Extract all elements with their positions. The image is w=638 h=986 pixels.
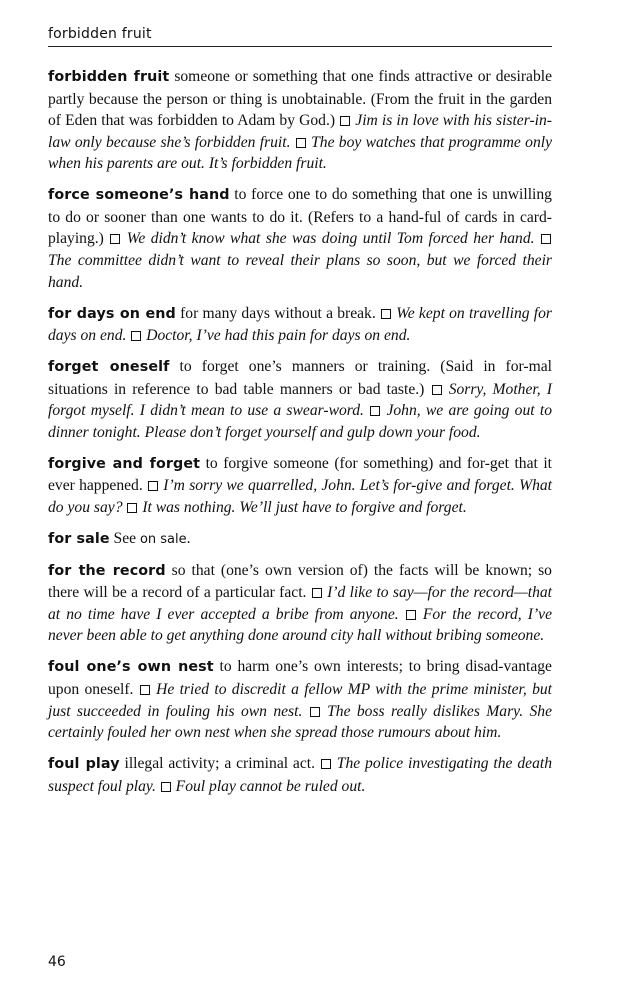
box-icon (381, 309, 391, 319)
definition: illegal activity; a criminal act. (119, 755, 320, 772)
example: Jim is in love with his sister-in-law only because she’s forbidden fruit. (48, 112, 552, 151)
box-icon (161, 782, 171, 792)
box-icon (312, 588, 322, 598)
headword: for days on end (48, 305, 176, 322)
example: It was nothing. We’ll just have to forgive and forget. (142, 498, 467, 516)
headword: foul play (48, 756, 120, 772)
example: The police investigating the death suspect foul play. (48, 755, 552, 795)
definition: someone or something that one finds attractive or desirable partly because the person or thing is unobtainable. (From the fruit in the garden of Eden that was forbidden to Adam by God.) (48, 68, 552, 130)
box-icon (432, 385, 442, 395)
headword: forbidden fruit (48, 69, 170, 85)
box-icon (127, 503, 137, 513)
example: I’d like to say—for the record—that at no time have I ever accepted a bribe from anyone. (48, 584, 552, 623)
entry-foul-ones-own-nest (48, 656, 552, 743)
definition: so that (one’s own version of) the facts will be known; so there will be a record of a particular fact. (48, 561, 552, 602)
cross-reference-link[interactable]: on sale (139, 531, 187, 547)
entry-forget-oneself (48, 356, 552, 443)
box-icon (541, 234, 551, 244)
headword: forgive and forget (48, 455, 201, 472)
example: For the record, I’ve never been able to get anything done around city hall without bribing someone. (48, 605, 553, 645)
example: The committee didn’t want to reveal their plans so soon, but we forced their hand. (48, 252, 552, 291)
headword: foul one’s own nest (48, 659, 214, 676)
example: The boy watches that programme only when his parents are out. It’s forbidden fruit. (48, 133, 552, 173)
entry-for-sale (48, 528, 552, 551)
box-icon (110, 234, 120, 244)
entry-forgive-and-forget (48, 453, 552, 519)
box-icon (406, 610, 416, 620)
box-icon (148, 481, 158, 491)
running-head: forbidden fruit (48, 26, 152, 42)
dictionary-page (48, 0, 552, 986)
entry-for-days-on-end (48, 303, 552, 347)
box-icon (296, 138, 306, 148)
example: He tried to discredit a fellow MP with the prime minister, but just succeeded in fouling his own nest. (48, 680, 552, 720)
page-number: 46 (48, 954, 66, 970)
headword: force someone’s hand (48, 187, 230, 204)
definition: to forgive someone (for something) and for-get that it ever happened. (48, 454, 552, 495)
box-icon (370, 406, 380, 416)
box-icon (340, 116, 350, 126)
example: We didn’t know what she was doing until Tom forced her hand. (126, 230, 535, 248)
headword: forget oneself (48, 359, 170, 376)
box-icon (131, 331, 141, 341)
box-icon (140, 685, 150, 695)
entry-forbidden-fruit (48, 66, 552, 175)
example: Sorry, Mother, I forgot myself. I didn’t mean to use a swear-word. (48, 380, 552, 420)
example: John, we are going out to dinner tonight. Please don’t forget yourself and gulp down your food. (48, 402, 552, 441)
entry-for-the-record (48, 560, 552, 647)
entry-force-someones-hand (48, 184, 552, 293)
headword: for the record (48, 562, 166, 579)
example: Doctor, I’ve had this pain for days on end. (146, 327, 411, 345)
box-icon (310, 707, 320, 717)
see-text: See (109, 529, 140, 547)
entry-list (48, 66, 552, 806)
definition: to harm one’s own interests; to bring disad-vantage upon oneself. (48, 658, 552, 698)
example: We kept on travelling for days on end. (48, 304, 552, 345)
example: The boss really dislikes Mary. She certainly fouled her own nest when she spread those rumours about him. (48, 702, 552, 742)
definition: to force one to do something that one is unwilling to do or sooner than one wants to do it. (Refers to a hand-ful of cards in card-playing.) (48, 186, 552, 248)
see-end: . (186, 529, 191, 547)
box-icon (321, 759, 331, 769)
entry-foul-play (48, 753, 552, 797)
definition: for many days without a break. (175, 304, 380, 322)
header-rule (48, 46, 552, 47)
example: I’m sorry we quarrelled, John. Let’s for-give and forget. What do you say? (48, 477, 552, 516)
headword: for sale (48, 530, 110, 547)
example: Foul play cannot be ruled out. (175, 777, 366, 795)
definition: to forget one’s manners or training. (Said in for-mal situations in reference to bad table manners or bad taste.) (48, 358, 552, 398)
